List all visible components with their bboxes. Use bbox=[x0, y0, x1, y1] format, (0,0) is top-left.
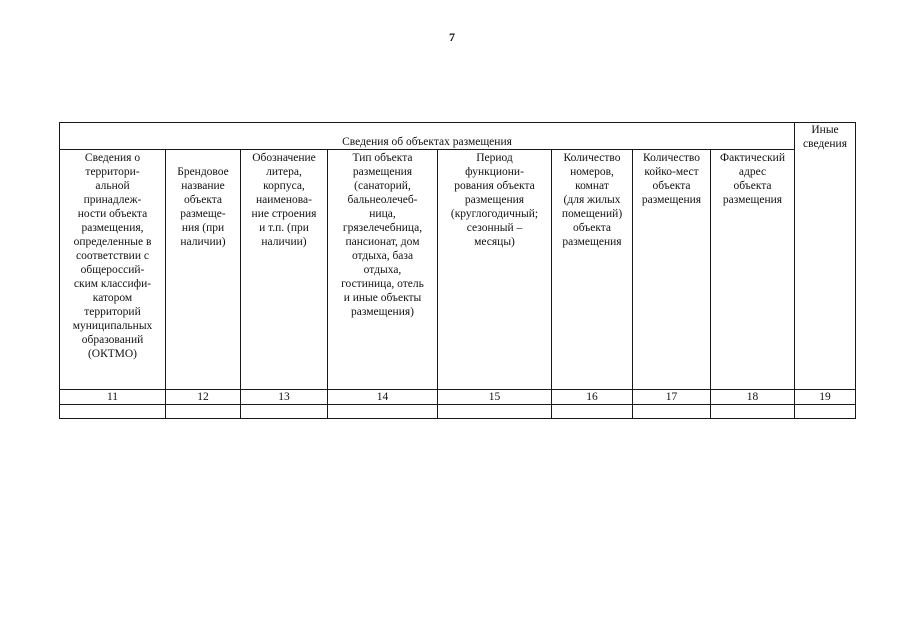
table-cell bbox=[633, 405, 711, 419]
table-cell bbox=[60, 405, 166, 419]
column-number: 16 bbox=[552, 390, 633, 405]
column-number: 11 bbox=[60, 390, 166, 405]
header-rooms-count: Количество номеров, комнат (для жилых помещений) объекта размещения bbox=[552, 150, 633, 390]
column-number: 12 bbox=[166, 390, 241, 405]
column-number: 14 bbox=[328, 390, 438, 405]
header-building-designation: Обозначение литера, корпуса, наименова- ние строения и т.п. (при наличии) bbox=[241, 150, 328, 390]
header-brand-name: Брендовое название объекта размеще- ния (при наличии) bbox=[166, 150, 241, 390]
header-operating-period: Период функциони- рования объекта размещения (круглогодичный; сезонный – месяцы) bbox=[438, 150, 552, 390]
group-header-accommodation-info: Сведения об объектах размещения bbox=[60, 123, 795, 150]
table-cell bbox=[711, 405, 795, 419]
column-number: 17 bbox=[633, 390, 711, 405]
table-group-header-row bbox=[60, 123, 856, 150]
column-number: 19 bbox=[795, 390, 856, 405]
accommodation-objects-table bbox=[59, 122, 856, 419]
table-number-row bbox=[60, 390, 856, 405]
column-number: 18 bbox=[711, 390, 795, 405]
header-other-info: Иные сведения bbox=[795, 123, 856, 390]
table-row bbox=[60, 405, 856, 419]
table-column-header-row bbox=[60, 150, 856, 390]
table-cell bbox=[241, 405, 328, 419]
column-number: 13 bbox=[241, 390, 328, 405]
column-number: 15 bbox=[438, 390, 552, 405]
table-cell bbox=[552, 405, 633, 419]
table-cell bbox=[166, 405, 241, 419]
header-territorial-affiliation: Сведения о территори- альной принадлеж- ности объекта размещения, определенные в соответствии с общероссий- ским классифи- катором территорий муниципальных образований (ОКТМО) bbox=[60, 150, 166, 390]
table-cell bbox=[795, 405, 856, 419]
header-object-type: Тип объекта размещения (санаторий, бальнеолечеб- ница, грязелечебница, пансионат, дом отдыха, база отдыха, гостиница, отель и иные объекты размещения) bbox=[328, 150, 438, 390]
page-number: 7 bbox=[449, 30, 455, 44]
table-cell bbox=[438, 405, 552, 419]
table-cell bbox=[328, 405, 438, 419]
header-actual-address: Фактический адрес объекта размещения bbox=[711, 150, 795, 390]
header-beds-count: Количество койко-мест объекта размещения bbox=[633, 150, 711, 390]
